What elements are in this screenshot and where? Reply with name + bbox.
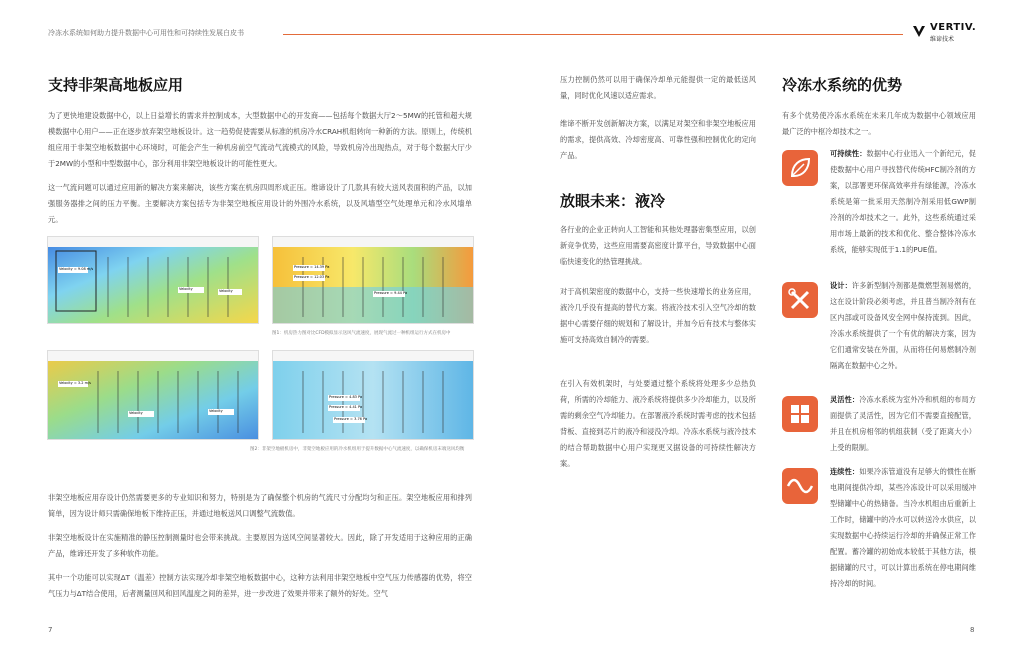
fig1a-label-3: Velocity [219, 289, 233, 293]
benefit-continuity-text: 如果冷冻管道没有足够大的惯性在断电期间提供冷却，某些冷冻设计可以采用缓冲型储罐中心的热储备。当冷水机组由后重新上工作时，储罐中的冷水可以转送冷水供应，以实现数据中心持续运行冷却的并确保正常工作配置。蓄冷罐的初始成本较低于其他方法，根据储罐的尺寸，可以计算出系统在停电期间维持冷却的时间。 [830, 467, 976, 588]
logo-name: VERTIV. [930, 22, 977, 33]
benefit-design [830, 278, 976, 374]
figure-2a-velocity-map [47, 350, 259, 440]
fig2b-label-2: Pressure = 4.41 Pa [329, 405, 363, 409]
benefit-continuity-title: 连续性： [830, 467, 860, 476]
fig2a-label-2: Velocity [129, 411, 143, 415]
benefit-continuity [830, 464, 976, 592]
fig1a-label-1: Velocity = 9.08 m/s [59, 267, 94, 271]
fig1b-label-1: Pressure = 14.39 Pa [294, 265, 330, 269]
left-para-4: 非架空地板设计在实施精准的静压控制测量时也会带来挑战。主要原因为送风空间显著较大。因此，除了开发适用于这种应用的正确产品，维谛还开发了多种软件功能。 [48, 533, 472, 558]
header-rule [283, 34, 903, 35]
middle-heading: 放眼未来：液冷 [560, 192, 666, 210]
fig1b-label-3: Pressure = 9.44 Pa [374, 291, 408, 295]
figure-1a-velocity-map [47, 236, 259, 324]
vertiv-logo [912, 22, 982, 42]
benefit-flexibility [830, 392, 976, 456]
benefit-design-title: 设计： [830, 281, 852, 290]
leaf-icon [782, 150, 818, 186]
fig2a-label-1: Velocity = 3.2 m/s [59, 381, 91, 385]
left-heading: 支持非架高地板应用 [48, 76, 184, 94]
right-heading: 冷冻水系统的优势 [782, 76, 903, 94]
middle-para-4: 对于高机架密度的数据中心，支持一些快速增长的业务应用，液冷几乎没有提高的替代方案。将液冷技术引入空气冷却的数据中心需要仔细的规划和了解设计，并加今后有技术与整体实施可支持高效自制冷的需要。 [560, 287, 756, 344]
benefit-sustainability-title: 可持续性： [830, 149, 867, 158]
benefit-sustainability-text: 数据中心行业迅入一个新纪元，促使数据中心用户寻找替代传统HFC制冷剂的方案，以部署更环保高效率并有绿能源，冷冻水系统是第一批采用天然制冷剂采用低GWP制冷剂的冷却技术之一。此外，这些系统通过采用市场上最新的技术和优化、整合整体冷冻水系统，能够实现低于1.1的PUE值。 [830, 149, 976, 254]
left-page-number: 7 [48, 626, 53, 634]
benefit-design-text: 许多新型制冷剂都是微燃型剂易燃的，这在设计阶段必须考虑，并且普当制冷剂有在区内部或可设备风安全网中保持流到。因此，冷冻水系统提供了一个有优的解决方案，因为它们通常安装在外面，从而将任何易燃制冷剂隔离在数据中心之外。 [830, 281, 976, 370]
right-intro: 有多个优势使冷冻水系统在未来几年成为数据中心领域应用最广泛的中枢冷却技术之一。 [782, 111, 976, 136]
fig2b-label-3: Pressure = 3.76 Pa [334, 417, 368, 421]
vertiv-mark-icon [912, 24, 926, 38]
left-para-2: 这一气流问题可以通过应用新的解决方案来解决，该些方案在机房四周形成正压。维谛设计了几款具有较大送风表面积的产品，以加强服务器排之间的压力平衡。主要解决方案包括专为非架空地板应用设计的外围冷水系统，以及风墙型空气处理单元和冷水风墙单元。 [48, 183, 472, 224]
tools-icon [782, 282, 818, 318]
right-page-number: 8 [970, 626, 975, 634]
figure-2b-pressure-map [272, 350, 474, 440]
middle-para-5: 在引入有效机架时，与处要通过整个系统将处理多少总热负荷，所需的冷却能力、液冷系统将提供多少冷却能力，以及所需的剩余空气冷却能力。在部署液冷系统时需考虑的技术包括背板、直接到芯片的液冷和浸没冷却。冷冻水系统与液冷技术的结合帮助数据中心用户实现更又据设备的可持续性解决方案。 [560, 379, 756, 468]
document-header-title: 冷冻水系统如何助力提升数据中心可用性和可持续性发展白皮书 [48, 29, 244, 37]
figure-2-caption: 图2：非架空地板机房中，非架空地板应用的冷水机组用于提升数据中心气流速度，以确保机房末端送风均衡 [250, 447, 465, 452]
left-para-1: 为了更快地建设数据中心，以上日益增长的需求并控制成本，大型数据中心的开发商——包括每个数据大厅2～5MW的托管和超大规模数据中心用户——正在逐步放弃架空地板设计。这一趋势促使需要从标准的机房冷水CRAH机组转向一种新的方法。原则上，传统机组应用于非架空地板数据中心环境时，可能会产生一种机房前空气流动气流模式的风险，导致机房冷出现热点，对于每个数据大厅少于2MW的小型和中型数据中心，部分利用非架空地板设计的可能性更大。 [48, 111, 472, 168]
middle-para-2: 维谛不断开发创新解决方案，以满足对架空和非架空地板应用的需求，提供高效、冷却密度高、可靠性强和控制优化的定向产品。 [560, 119, 756, 160]
benefit-flexibility-title: 灵活性： [830, 395, 860, 404]
fig2a-label-3: Velocity [209, 409, 223, 413]
figure-1-caption: 图1：机房热力图对比CFD模拟显示送风气流速度，展现气流过一种机组运行方式在机房中 [272, 331, 451, 336]
left-para-3: 非架空地板应用存设计仍然需要更多的专业知识和努力，特别是为了确保整个机房的气流尺寸分配均匀和正压。架空地板应用和排列简单，因为设计师只需确保地板下维持正压，并通过地板送风口调整气流数值。 [48, 493, 472, 518]
middle-para-3: 各行业的企业正转向人工智能和其他处理器密集型应用，以创新竞争优势，这些应用需要高密度计算平台，导致数据中心面临快速变化的热管理挑战。 [560, 225, 756, 266]
puzzle-icon [782, 396, 818, 432]
benefit-flexibility-text: 冷冻水系统为室外冷和机组的布局方面提供了灵活性，因为它们不需要直接配管，并且在机房相邻的机组获制（受了距离大小）上受的限制。 [830, 395, 976, 452]
logo-subtitle: 维谛技术 [930, 36, 955, 43]
fig2b-label-1: Pressure = 4.83 Pa [329, 395, 363, 399]
benefit-sustainability [830, 146, 976, 258]
figure-1b-pressure-map [272, 236, 474, 324]
middle-para-1: 压力控制仍然可以用于确保冷却单元能提供一定的最低送风量，同时优化风速以适应需求。 [560, 75, 756, 100]
fig1a-label-2: Velocity [179, 287, 193, 291]
left-para-5: 其中一个功能可以实现ΔT（温差）控制方法实现冷却非架空地板数据中心，这种方法利用非架空地板中空气压力传感器的优势，将空气压力与ΔT结合使用，后者测量回风和回风温度之间的差异，进一步改进了效果并带来了额外的好处。空气 [48, 573, 472, 598]
wave-icon [782, 468, 818, 504]
fig1b-label-2: Pressure = 12.03 Pa [294, 275, 330, 279]
